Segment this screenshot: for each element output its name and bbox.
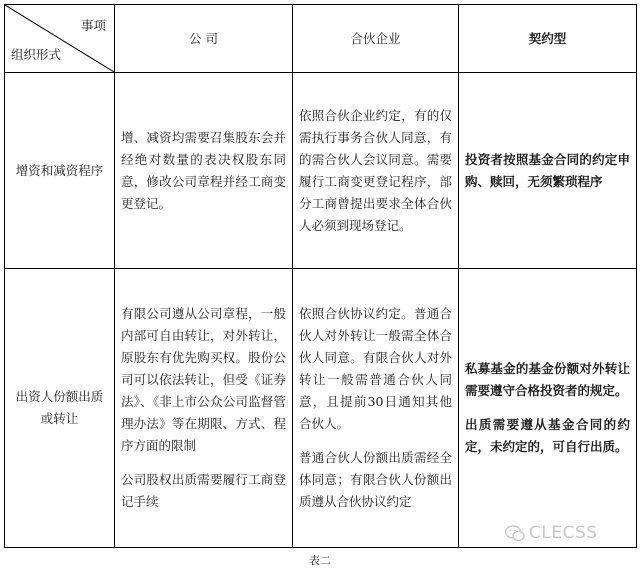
company-transfer-text: 有限公司遵从公司章程，一般内部可自由转让，对外转让，原股东有优先购买权。股份公司可以依法转让，但受《证券法》、《非上市公众公司监督管理办法》等在期限、方式、程序方面的限制 <box>121 306 286 453</box>
comparison-table <box>4 4 637 548</box>
cell-partnership <box>293 269 459 548</box>
cell-company <box>115 269 293 548</box>
cell-contractual <box>459 269 637 548</box>
partnership-pledge-text: 普通合伙人份额出质需经全体同意；有限合伙人份额出质遵从合伙协议约定 <box>299 450 452 509</box>
cell-partnership: 依照合伙企业约定，有的仅需执行事务合伙人同意，有的需合伙人会议同意。需要履行工商变更登记程序，部分工商曾提出要求全体合伙人必须到现场登记。 <box>293 73 459 269</box>
header-org-form-label: 组织形式 <box>11 47 62 62</box>
header-item-label: 事项 <box>80 18 106 33</box>
contractual-transfer-text: 私募基金的基金份额对外转让需要遵守合格投资者的规定。 <box>465 361 630 398</box>
table-caption: 表二 <box>309 554 331 567</box>
table-row-capital-change <box>5 73 637 269</box>
header-row <box>5 5 637 73</box>
cell-contractual: 投资者按照基金合同的约定申购、赎回，无须繁琐程序 <box>459 73 637 269</box>
watermark <box>505 523 598 543</box>
header-contractual: 契约型 <box>459 5 637 73</box>
table-row-share-transfer <box>5 269 637 548</box>
partnership-transfer-text: 依照合伙协议约定。普通合伙人对外转让一般需全体合伙人同意。有限合伙人对外转让一般需普通合伙人同意，且提前30日通知其他合伙人。 <box>299 306 452 431</box>
company-pledge-text: 公司股权出质需要履行工商登记手续 <box>121 472 286 509</box>
contractual-pledge-text: 出质需要遵从基金合同的约定，未约定的，可自行出质。 <box>465 417 630 454</box>
header-company: 公 司 <box>115 5 293 73</box>
row-label: 增资和减资程序 <box>5 73 115 269</box>
row-label: 出资人份额出质或转让 <box>5 269 115 548</box>
watermark-text: CLECSS <box>529 523 598 543</box>
cell-company: 增、减资均需要召集股东会并经绝对数量的表决权股东同意，修改公司章程并经工商变更登记。 <box>115 73 293 269</box>
header-partnership: 合伙企业 <box>293 5 459 73</box>
wechat-icon <box>505 525 525 542</box>
diagonal-header-cell <box>5 5 115 73</box>
